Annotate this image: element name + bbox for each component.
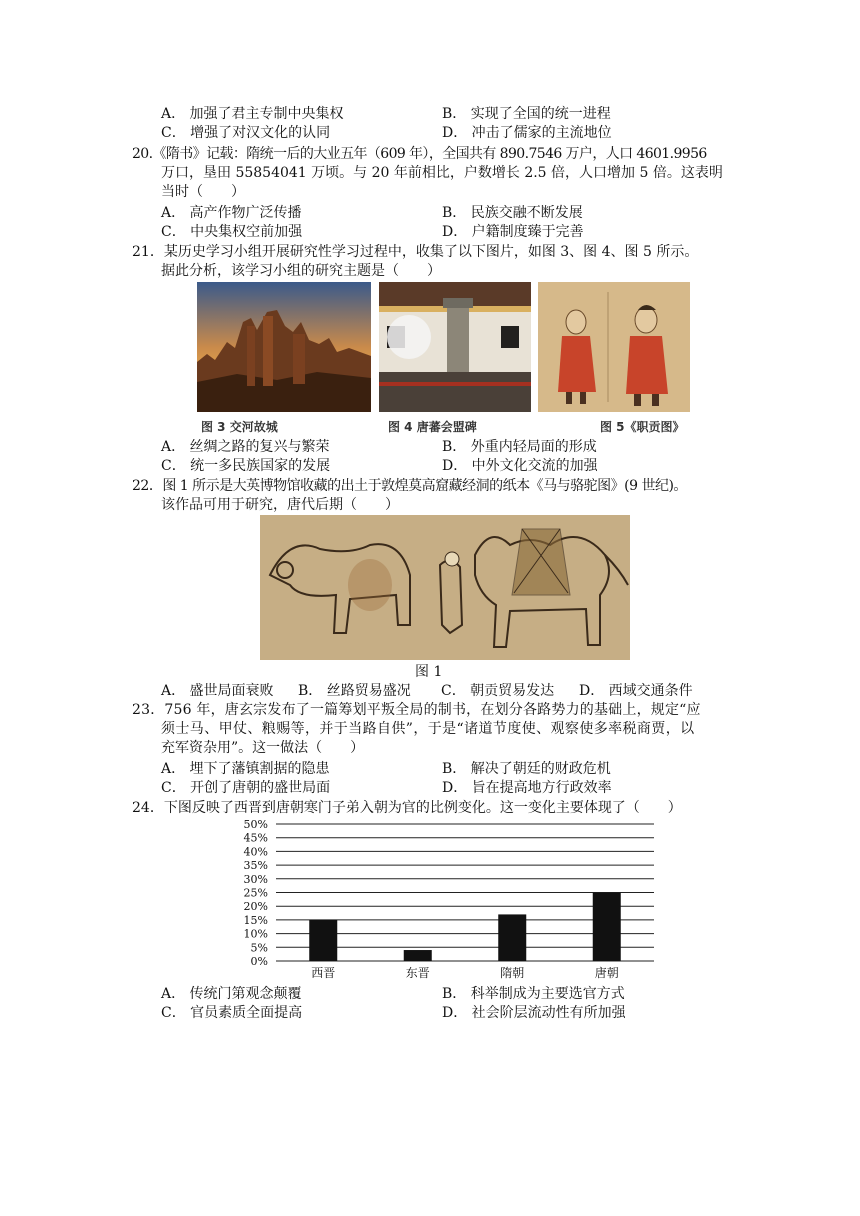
- q20-option-d: D． 户籍制度臻于完善: [442, 224, 584, 240]
- q20-option-c: C． 中央集权空前加强: [161, 224, 303, 240]
- q24-option-b: B． 科举制成为主要选官方式: [442, 986, 625, 1002]
- x-tick-label: 东晋: [405, 966, 430, 980]
- q23-stem-line-3: 充军资杂用”。这一做法（ ）: [161, 740, 365, 756]
- zhigong-tu-painting: [538, 282, 690, 412]
- y-tick-label: 0%: [250, 955, 268, 968]
- q19-option-a: A． 加强了君主专制中央集权: [161, 106, 344, 122]
- q22-option-d: D． 西域交通条件: [579, 683, 693, 699]
- x-tick-label: 唐朝: [594, 966, 619, 980]
- y-tick-label: 50%: [243, 818, 268, 831]
- jiaohe-ruins-photo: [197, 282, 371, 412]
- q20-stem-line-2: 万口，垦田 55854041 万顷。与 20 年前相比，户数增长 2.5 倍，人口增加 5 倍。这表明: [161, 165, 723, 181]
- y-tick-label: 40%: [243, 845, 268, 859]
- y-tick-label: 10%: [243, 927, 268, 941]
- x-tick-label: 隋朝: [500, 966, 525, 980]
- q19-option-c: C． 增强了对汉文化的认同: [161, 125, 331, 141]
- y-tick-label: 5%: [250, 941, 268, 955]
- q24-option-d: D． 社会阶层流动性有所加强: [442, 1005, 626, 1021]
- q23-option-b: B． 解决了朝廷的财政危机: [442, 761, 611, 777]
- officials-ratio-bar-chart: [228, 816, 660, 984]
- q23-option-d: D． 旨在提高地方行政效率: [442, 780, 612, 796]
- q21-stem-line-1: 21．某历史学习小组开展研究性学习过程中，收集了以下图片，如图 3、图 4、图 5 所示。: [132, 244, 699, 260]
- horse-camel-painting: [260, 515, 630, 660]
- q20-option-b: B． 民族交融不断发展: [442, 205, 583, 221]
- fig3-caption: 图 3 交河故城: [201, 420, 278, 434]
- fig4-caption: 图 4 唐蕃会盟碑: [388, 420, 477, 434]
- q19-option-d: D． 冲击了儒家的主流地位: [442, 125, 612, 141]
- q22-option-c: C． 朝贡贸易发达: [441, 683, 555, 699]
- y-tick-label: 30%: [243, 872, 268, 886]
- q22-stem-line-2: 该作品可用于研究，唐代后期（ ）: [161, 497, 399, 513]
- bar: [593, 893, 621, 962]
- fig1-caption: 图 1: [415, 664, 443, 680]
- q24-stem-line-1: 24．下图反映了西晋到唐朝寒门子弟入朝为官的比例变化。这一变化主要体现了（ ）: [132, 800, 682, 816]
- y-tick-label: 20%: [243, 900, 268, 914]
- q23-stem-line-1: 23．756 年，唐玄宗发布了一篇筹划平叛全局的制书，在划分各路势力的基础上，规定“应: [132, 702, 701, 718]
- bar: [404, 950, 432, 961]
- q24-option-a: A． 传统门第观念颠覆: [161, 986, 302, 1002]
- q20-stem-line-1: 20.《隋书》记载：隋统一后的大业五年（609 年），全国共有 890.7546 万户，人口 4601.9956: [132, 146, 707, 162]
- bar: [309, 920, 337, 961]
- y-tick-label: 25%: [243, 886, 268, 900]
- q21-option-d: D． 中外文化交流的加强: [442, 458, 598, 474]
- q19-option-b: B． 实现了全国的统一进程: [442, 106, 611, 122]
- q21-option-b: B． 外重内轻局面的形成: [442, 439, 597, 455]
- q20-option-a: A． 高产作物广泛传播: [161, 205, 302, 221]
- q22-option-a: A． 盛世局面衰败: [161, 683, 274, 699]
- q21-stem-line-2: 据此分析，该学习小组的研究主题是（ ）: [161, 263, 441, 279]
- q21-option-a: A． 丝绸之路的复兴与繁荣: [161, 439, 330, 455]
- q22-stem-line-1: 22．图 1 所示是大英博物馆收藏的出土于敦煌莫高窟藏经洞的纸本《马与骆驼图》(9 世纪)。: [132, 478, 687, 494]
- y-tick-label: 15%: [243, 913, 268, 927]
- q23-stem-line-2: 须士马、甲仗、粮赐等，并于当路自供”，于是“诸道节度使、观察使多率税商贾，以: [161, 721, 695, 737]
- q23-option-c: C． 开创了唐朝的盛世局面: [161, 780, 331, 796]
- q22-option-b: B． 丝路贸易盛况: [298, 683, 411, 699]
- x-tick-label: 西晋: [311, 966, 336, 980]
- q23-option-a: A． 埋下了藩镇割据的隐患: [161, 761, 330, 777]
- q21-option-c: C． 统一多民族国家的发展: [161, 458, 331, 474]
- q20-stem-line-3: 当时（ ）: [161, 184, 245, 200]
- tang-tubo-stele-photo: [379, 282, 531, 412]
- y-tick-label: 35%: [243, 859, 268, 873]
- q24-option-c: C． 官员素质全面提高: [161, 1005, 303, 1021]
- fig5-caption: 图 5《职贡图》: [600, 420, 685, 434]
- bar: [498, 914, 526, 961]
- y-tick-label: 45%: [243, 831, 268, 845]
